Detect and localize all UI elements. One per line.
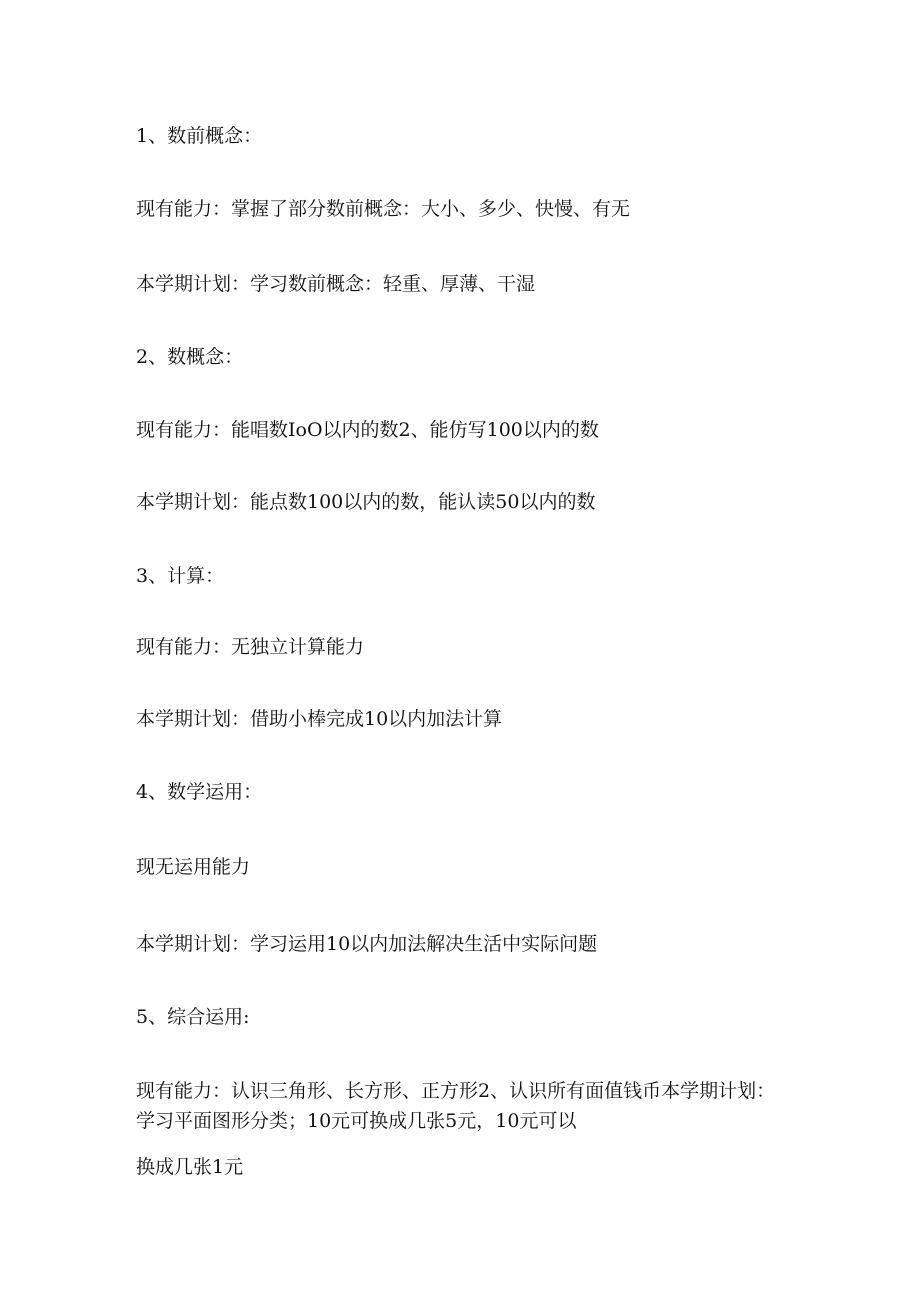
current-ability-text: 现有能力：掌握了部分数前概念：大小、多少、快慢、有无 xyxy=(136,198,631,220)
section-heading-pre-number-concepts: 1、数前概念： xyxy=(136,125,263,147)
section-heading-comprehensive: 5、综合运用: xyxy=(136,1006,250,1028)
current-ability-and-plan-text: 现有能力：认识三角形、长方形、正方形2、认识所有面值钱币本学期计划：学习平面图形分类；10元可换成几张5元，10元可以 xyxy=(136,1080,776,1132)
semester-plan-text: 本学期计划：学习数前概念：轻重、厚薄、干湿 xyxy=(136,273,536,295)
current-ability-text: 现有能力：无独立计算能力 xyxy=(136,636,365,658)
section-heading-number-concepts: 2、数概念： xyxy=(136,346,244,368)
semester-plan-text: 本学期计划：学习运用10以内加法解决生活中实际问题 xyxy=(136,933,598,955)
semester-plan-text: 本学期计划：能点数100以内的数，能认读50以内的数 xyxy=(136,491,596,513)
section-heading-math-application: 4、数学运用： xyxy=(136,781,263,803)
continuation-text: 换成几张1元 xyxy=(136,1156,244,1178)
current-ability-text: 现有能力：能唱数IoO以内的数2、能仿写100以内的数 xyxy=(136,419,599,441)
semester-plan-text: 本学期计划：借助小棒完成10以内加法计算 xyxy=(136,708,503,730)
current-ability-text: 现无运用能力 xyxy=(136,856,251,878)
section-heading-calculation: 3、计算： xyxy=(136,565,225,587)
